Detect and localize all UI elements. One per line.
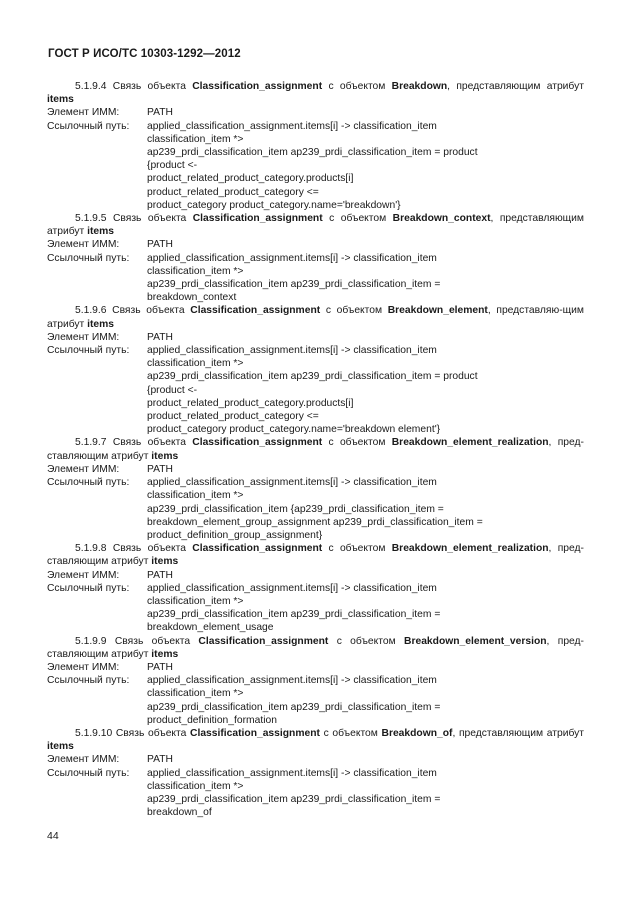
path-label: Ссылочный путь:: [47, 767, 130, 779]
path-line: applied_classification_assignment.items[i] -> classification_item: [147, 675, 437, 687]
attribute-name: items: [87, 226, 115, 238]
reference-path-row: [47, 120, 584, 212]
element-value: PATH: [147, 239, 173, 251]
element-value: PATH: [147, 107, 173, 119]
attribute-name: items: [151, 648, 179, 660]
path-line: product_category product_category.name='breakdown element'}: [147, 424, 441, 436]
path-line: classification_item *>: [147, 133, 244, 145]
path-line: product_related_product_category <=: [147, 411, 319, 423]
path-line: ap239_prdi_classification_item ap239_prdi_classification_item =: [147, 701, 441, 713]
path-line: product_related_product_category.products[i]: [147, 173, 354, 185]
section-middle: с объектом: [323, 727, 378, 739]
entity-name: Classification_assignment: [198, 635, 329, 647]
path-label: Ссылочный путь:: [47, 252, 130, 264]
element-value: PATH: [147, 463, 173, 475]
element-label: Элемент ИММ:: [47, 463, 120, 475]
element-label: Элемент ИММ:: [47, 661, 120, 673]
entity-name: Classification_assignment: [190, 727, 320, 739]
section-number: 5.1.9.7: [75, 437, 107, 449]
element-label: Элемент ИММ:: [47, 107, 120, 119]
section-middle: с объектом: [328, 81, 386, 92]
mapping-section: [47, 436, 584, 542]
section-middle: с объектом: [336, 635, 396, 647]
attribute-name: items: [87, 318, 115, 330]
path-label: Ссылочный путь:: [47, 477, 130, 489]
section-suffix: , пред-ставляющим атрибут: [47, 543, 584, 568]
section-title: [47, 80, 584, 106]
path-line: classification_item *>: [147, 688, 244, 700]
section-suffix: , представляющим атрибут: [47, 213, 584, 238]
section-title: [47, 542, 584, 568]
mapping-section: [47, 80, 584, 212]
section-middle: с объектом: [329, 213, 387, 225]
path-line: {product <-: [147, 160, 198, 172]
section-number: 5.1.9.4: [75, 81, 107, 92]
path-line: product_related_product_category.products[i]: [147, 397, 354, 409]
path-line: applied_classification_assignment.items[i] -> classification_item: [147, 477, 437, 489]
reference-path-row: [47, 344, 584, 436]
element-value: PATH: [147, 754, 173, 766]
entity-name: Classification_assignment: [192, 437, 323, 449]
path-line: classification_item *>: [147, 490, 244, 502]
entity-name: Classification_assignment: [192, 543, 323, 555]
section-title: [47, 635, 584, 661]
document-body: [47, 80, 584, 819]
entity-name: Classification_assignment: [192, 213, 323, 225]
path-line: breakdown_of: [147, 807, 212, 819]
path-label: Ссылочный путь:: [47, 345, 130, 357]
element-row: [47, 569, 584, 582]
section-number: 5.1.9.5: [75, 213, 107, 225]
section-middle: с объектом: [328, 543, 386, 555]
section-number: 5.1.9.9: [75, 635, 107, 647]
path-line: ap239_prdi_classification_item ap239_prdi_classification_item = product: [147, 371, 478, 383]
path-line: classification_item *>: [147, 358, 244, 370]
path-line: applied_classification_assignment.items[i] -> classification_item: [147, 345, 437, 357]
attribute-name: items: [151, 556, 179, 568]
reference-path-row: [47, 476, 584, 542]
attribute-name: items: [47, 94, 74, 106]
section-middle: с объектом: [325, 305, 383, 317]
document-header: ГОСТ Р ИСО/ТС 10303-1292—2012: [48, 48, 241, 60]
path-line: classification_item *>: [147, 265, 244, 277]
path-line: breakdown_context: [147, 292, 237, 304]
element-value: PATH: [147, 569, 173, 581]
mapping-section: [47, 304, 584, 436]
path-label: Ссылочный путь:: [47, 582, 130, 594]
path-line: ap239_prdi_classification_item ap239_prdi_classification_item =: [147, 793, 441, 805]
section-number: 5.1.9.6: [75, 305, 107, 317]
path-line: breakdown_element_group_assignment ap239_prdi_classification_item =: [147, 516, 483, 528]
section-prefix: Связь объекта: [112, 437, 186, 449]
section-number: 5.1.9.8: [75, 543, 107, 555]
path-line: classification_item *>: [147, 595, 244, 607]
element-row: [47, 331, 584, 344]
element-value: PATH: [147, 331, 173, 343]
path-line: ap239_prdi_classification_item ap239_prdi_classification_item =: [147, 279, 441, 291]
path-line: {product <-: [147, 384, 198, 396]
section-suffix: , представляю-щим атрибут: [47, 305, 584, 330]
section-prefix: Связь объекта: [112, 81, 186, 92]
reference-path-row: [47, 674, 584, 727]
section-title: [47, 212, 584, 238]
element-row: [47, 106, 584, 119]
section-title: [47, 436, 584, 462]
section-suffix: , пред-ставляющим атрибут: [47, 437, 584, 462]
path-line: ap239_prdi_classification_item ap239_prdi_classification_item =: [147, 609, 441, 621]
path-line: ap239_prdi_classification_item {ap239_prdi_classification_item =: [147, 503, 444, 515]
path-line: applied_classification_assignment.items[i] -> classification_item: [147, 767, 437, 779]
mapping-section: [47, 635, 584, 727]
section-prefix: Связь объекта: [114, 635, 191, 647]
entity-name: Classification_assignment: [190, 305, 321, 317]
page-number: 44: [47, 830, 59, 842]
section-title: [47, 727, 584, 753]
attribute-name: items: [151, 450, 179, 462]
target-entity-name: Breakdown_element_version: [404, 635, 547, 647]
path-line: product_category product_category.name='breakdown'}: [147, 199, 401, 211]
mapping-section: [47, 212, 584, 304]
path-line: classification_item *>: [147, 780, 244, 792]
target-entity-name: Breakdown_element_realization: [391, 543, 549, 555]
target-entity-name: Breakdown_element_realization: [391, 437, 549, 449]
path-line: applied_classification_assignment.items[i] -> classification_item: [147, 120, 437, 132]
reference-path-row: [47, 252, 584, 305]
element-label: Элемент ИММ:: [47, 754, 120, 766]
section-prefix: Связь объекта: [112, 305, 185, 317]
target-entity-name: Breakdown_context: [392, 213, 491, 225]
target-entity-name: Breakdown_of: [381, 727, 453, 739]
path-line: applied_classification_assignment.items[i] -> classification_item: [147, 252, 437, 264]
element-label: Элемент ИММ:: [47, 331, 120, 343]
section-prefix: Связь объекта: [115, 727, 187, 739]
element-label: Элемент ИММ:: [47, 239, 120, 251]
element-row: [47, 753, 584, 766]
attribute-name: items: [47, 741, 74, 753]
entity-name: Classification_assignment: [192, 81, 323, 92]
section-prefix: Связь объекта: [112, 213, 187, 225]
reference-path-row: [47, 767, 584, 820]
element-row: [47, 238, 584, 251]
element-row: [47, 463, 584, 476]
target-entity-name: Breakdown: [391, 81, 448, 92]
section-middle: с объектом: [328, 437, 386, 449]
section-prefix: Связь объекта: [112, 543, 186, 555]
element-value: PATH: [147, 661, 173, 673]
section-title: [47, 304, 584, 330]
element-label: Элемент ИММ:: [47, 569, 120, 581]
target-entity-name: Breakdown_element: [387, 305, 488, 317]
path-label: Ссылочный путь:: [47, 675, 130, 687]
path-line: applied_classification_assignment.items[i] -> classification_item: [147, 582, 437, 594]
section-suffix: , представляющим атрибут: [452, 727, 584, 739]
mapping-section: [47, 727, 584, 819]
path-line: product_definition_formation: [147, 714, 277, 726]
path-line: product_definition_group_assignment}: [147, 529, 323, 541]
path-line: breakdown_element_usage: [147, 622, 274, 634]
path-line: ap239_prdi_classification_item ap239_prdi_classification_item = product: [147, 147, 478, 159]
path-label: Ссылочный путь:: [47, 120, 130, 132]
section-number: 5.1.9.10: [75, 727, 113, 739]
reference-path-row: [47, 582, 584, 635]
section-suffix: , представляющим атрибут: [447, 81, 584, 92]
path-line: product_related_product_category <=: [147, 186, 319, 198]
section-suffix: , пред-ставляющим атрибут: [47, 635, 584, 660]
element-row: [47, 661, 584, 674]
mapping-section: [47, 542, 584, 634]
